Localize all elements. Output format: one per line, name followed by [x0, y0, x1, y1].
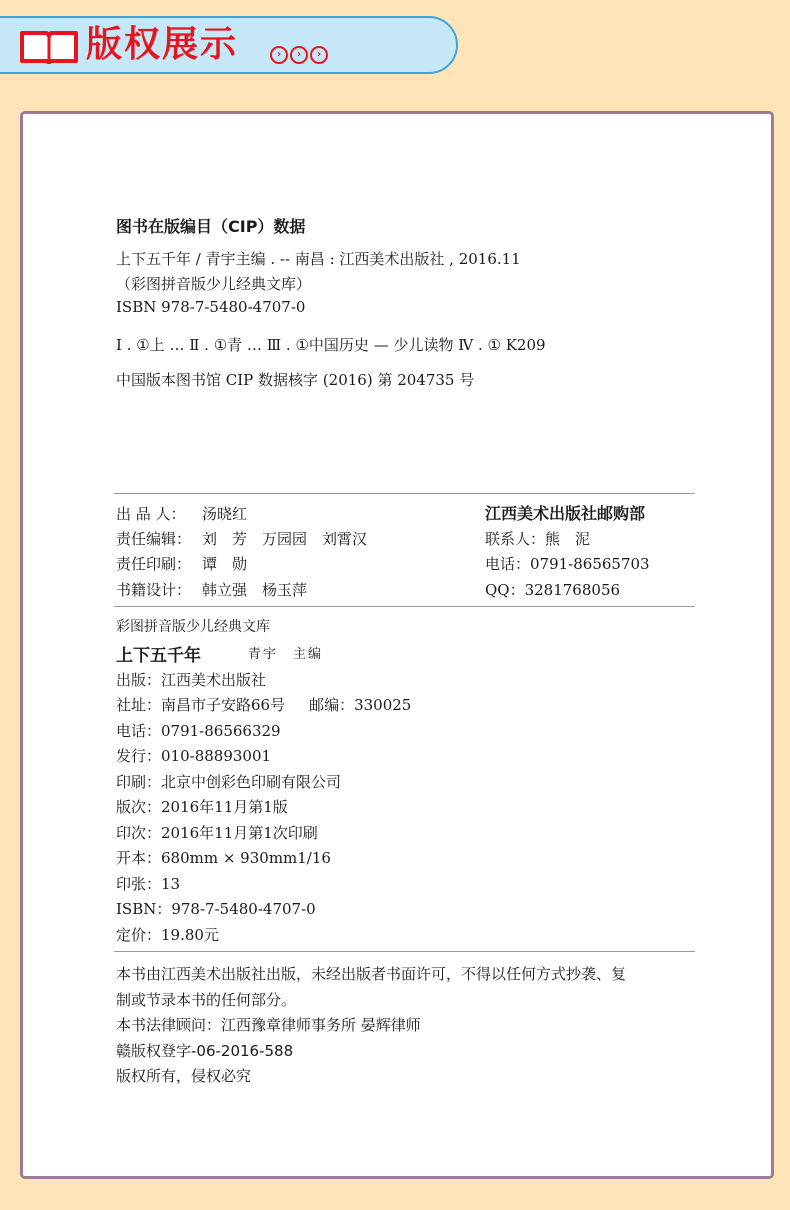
book-title: 上下五千年 — [116, 646, 201, 666]
staff-value: 谭 勋 — [202, 555, 248, 573]
open-book-icon — [20, 30, 78, 64]
copyright-registration: 赣版权登字-06-2016-588 — [116, 1042, 294, 1060]
divider — [114, 951, 695, 952]
price: 定价：19.80元 — [116, 926, 219, 944]
cip-line: （彩图拼音版少儿经典文库） — [116, 275, 312, 293]
notice-line: 制或节录本书的任何部分。 — [116, 991, 297, 1009]
isbn: ISBN：978-7-5480-4707-0 — [116, 900, 316, 918]
chevron-right-icon: › — [290, 46, 308, 64]
edition: 版次：2016年11月第1版 — [116, 798, 288, 816]
cip-heading: 图书在版编目（CIP）数据 — [116, 217, 306, 236]
staff-label: 责任编辑： — [116, 530, 192, 548]
cip-isbn: ISBN 978-7-5480-4707-0 — [116, 298, 306, 316]
rights-reserved: 版权所有，侵权必究 — [116, 1067, 252, 1085]
sheets: 印张：13 — [116, 875, 181, 893]
arrow-decoration — [270, 46, 328, 64]
distribution: 发行：010-88893001 — [116, 747, 272, 765]
staff-label: 书籍设计： — [116, 581, 192, 599]
staff-value: 汤晓红 — [202, 505, 248, 523]
publisher: 出版：江西美术出版社 — [116, 671, 267, 689]
legal-counsel: 本书法律顾问：江西豫章律师事务所 晏辉律师 — [116, 1016, 421, 1034]
divider — [114, 493, 695, 494]
staff-row — [116, 579, 307, 600]
mail-order-qq: QQ：3281768056 — [485, 581, 621, 599]
series-name: 彩图拼音版少儿经典文库 — [116, 619, 270, 635]
divider — [114, 606, 695, 607]
printer: 印刷：北京中创彩色印刷有限公司 — [116, 773, 342, 791]
staff-row — [116, 553, 247, 574]
staff-label: 责任印刷： — [116, 555, 192, 573]
address-row — [116, 694, 411, 715]
cip-number: 中国版本图书馆 CIP 数据核字 (2016) 第 204735 号 — [116, 371, 475, 389]
copyright-page — [20, 111, 774, 1179]
staff-row — [116, 528, 367, 549]
staff-value: 刘 芳 万园园 刘霄汉 — [202, 530, 368, 548]
mail-order-contact: 联系人：熊 泥 — [485, 530, 591, 548]
postcode: 邮编：330025 — [309, 696, 412, 714]
publisher-phone: 电话：0791-86566329 — [116, 722, 281, 740]
mail-order-title: 江西美术出版社邮购部 — [485, 504, 646, 523]
staff-row — [116, 503, 247, 524]
notice-line: 本书由江西美术出版社出版，未经出版者书面许可，不得以任何方式抄袭、复 — [116, 965, 627, 983]
chevron-right-icon: › — [310, 46, 328, 64]
cip-line: 上下五千年 / 青宇主编 . -- 南昌 : 江西美术出版社 , 2016.11 — [116, 250, 521, 268]
address: 社址：南昌市子安路66号 — [116, 696, 286, 714]
page-title: 版权展示 — [86, 24, 239, 65]
staff-value: 韩立强 杨玉萍 — [202, 581, 308, 599]
chevron-right-icon: › — [270, 46, 288, 64]
mail-order-phone: 电话：0791-86565703 — [485, 555, 650, 573]
impression: 印次：2016年11月第1次印刷 — [116, 824, 318, 842]
cip-classification: Ⅰ . ①上 … Ⅱ . ①青 … Ⅲ . ①中国历史 — 少儿读物 Ⅳ . ① K209 — [116, 336, 546, 354]
format: 开本：680mm × 930mm1/16 — [116, 849, 331, 867]
staff-label: 出 品 人： — [116, 505, 186, 523]
book-editor: 青宇 主编 — [248, 647, 324, 662]
